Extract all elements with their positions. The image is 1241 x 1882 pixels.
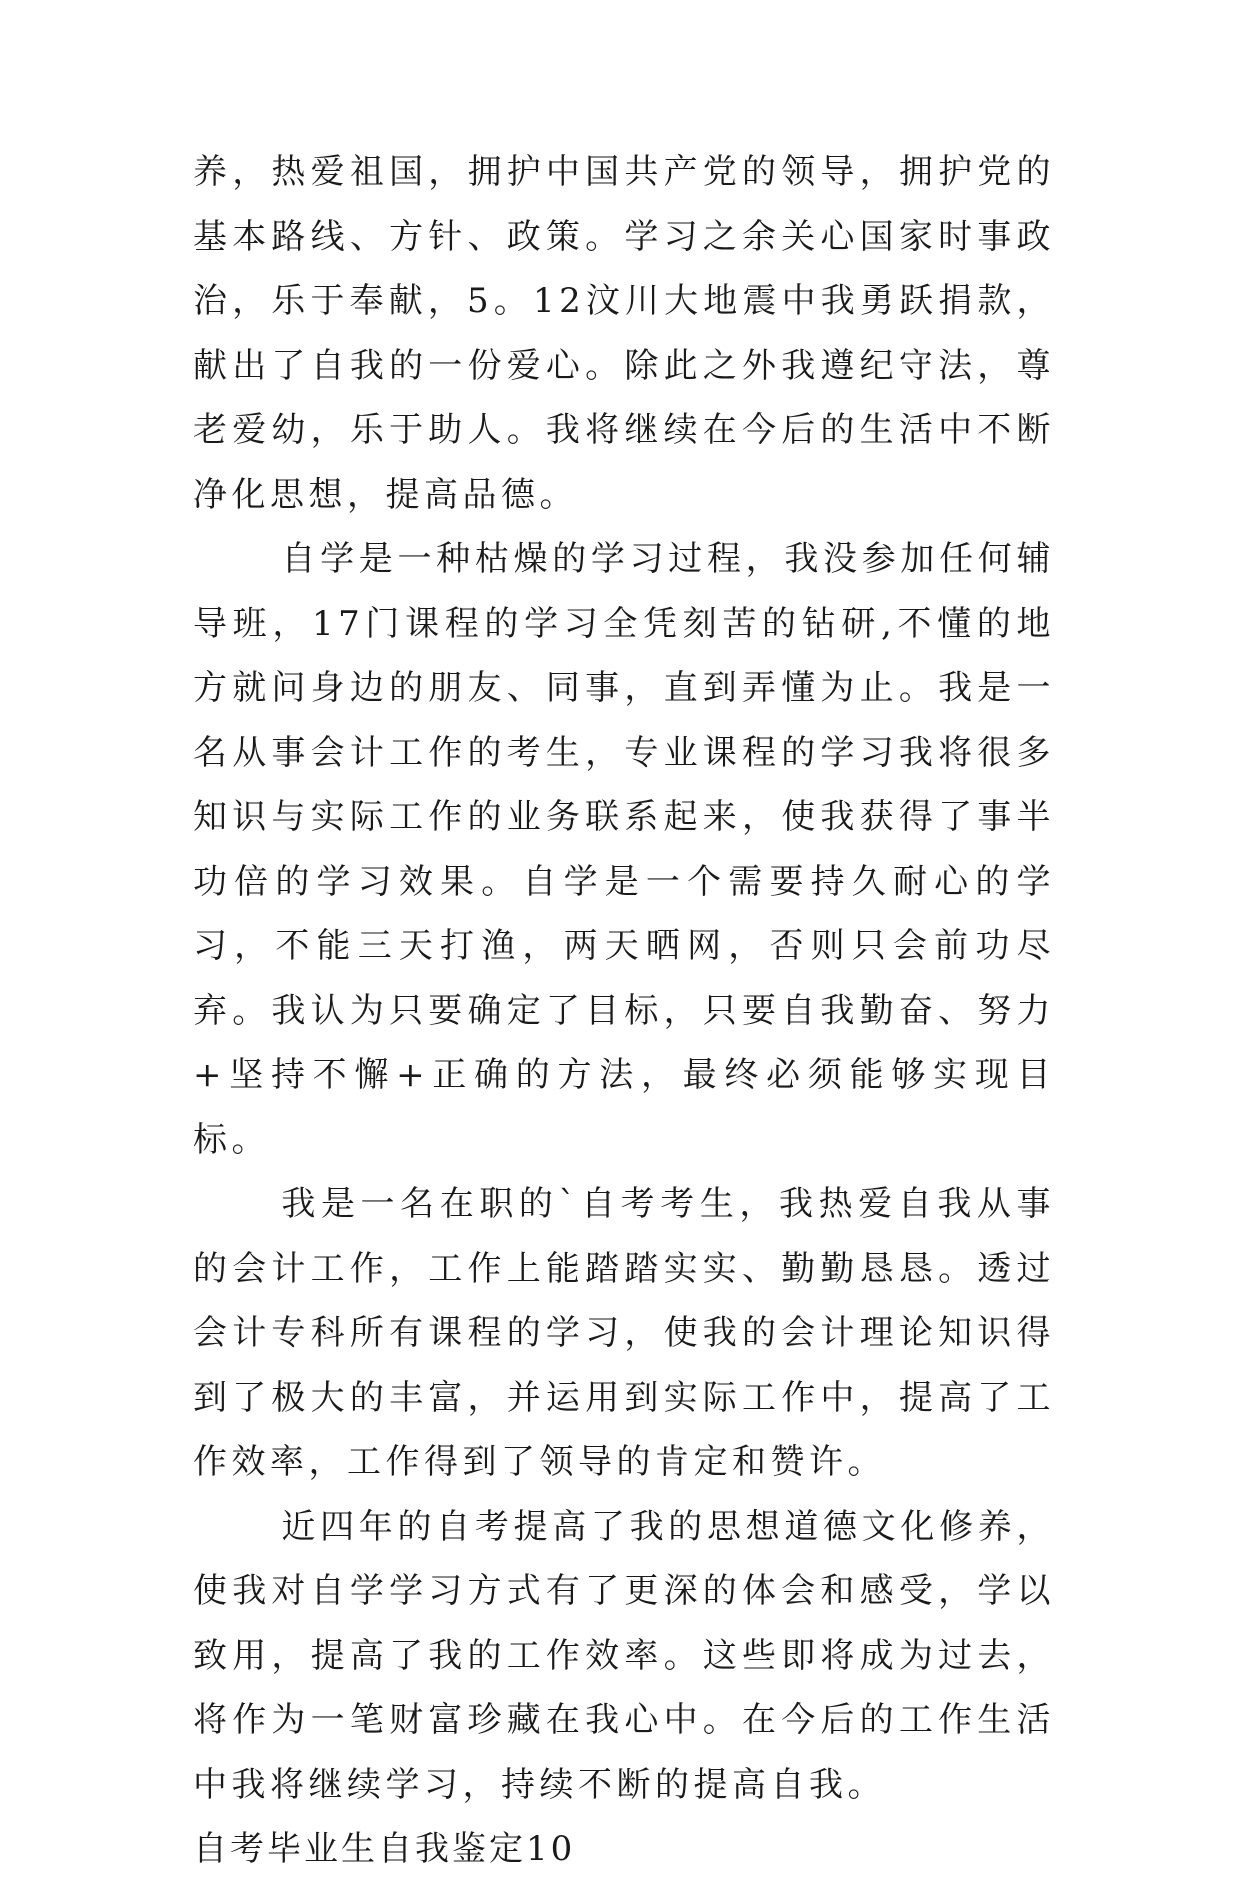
paragraph-conclusion: 近四年的自考提高了我的思想道德文化修养，使我对自学学习方式有了更深的体会和感受，学以致用，提高了我的工作效率。这些即将成为过去，将作为一笔财富珍藏在我心中。在今后的工作生活中我将继续学习，持续不断的提高自我。 xyxy=(193,1506,1055,1805)
paragraph-continued: 养，热爱祖国，拥护中国共产党的领导，拥护党的基本路线、方针、政策。学习之余关心国家时事政治，乐于奉献，5。12汶川大地震中我勇跃捐款，献出了自我的一份爱心。除此之外我遵纪守法，尊老爱幼，乐于助人。我将继续在今后的生活中不断净化思想，提高品德。 xyxy=(193,152,1055,515)
paragraph-accounting-work: 我是一名在职的`自考考生，我热爱自我从事的会计工作，工作上能踏踏实实、勤勤恳恳。透过会计专科所有课程的学习，使我的会计理论知识得到了极大的丰富，并运用到实际工作中，提高了工作效率，工作得到了领导的肯定和赞许。 xyxy=(193,1184,1055,1482)
document-body xyxy=(193,140,1055,1882)
paragraph-self-study: 自学是一种枯燥的学习过程，我没参加任何辅导班，17门课程的学习全凭刻苦的钻研,不懂的地方就问身边的朋友、同事，直到弄懂为止。我是一名从事会计工作的考生，专业课程的学习我将很多知识与实际工作的业务联系起来，使我获得了事半功倍的学习效果。自学是一个需要持久耐心的学习，不能三天打渔，两天晒网，否则只会前功尽弃。我认为只要确定了目标，只要自我勤奋、努力+坚持不懈+正确的方法，最终必须能够实现目标。 xyxy=(193,539,1055,1160)
section-heading: 自考毕业生自我鉴定10 xyxy=(193,1829,576,1869)
